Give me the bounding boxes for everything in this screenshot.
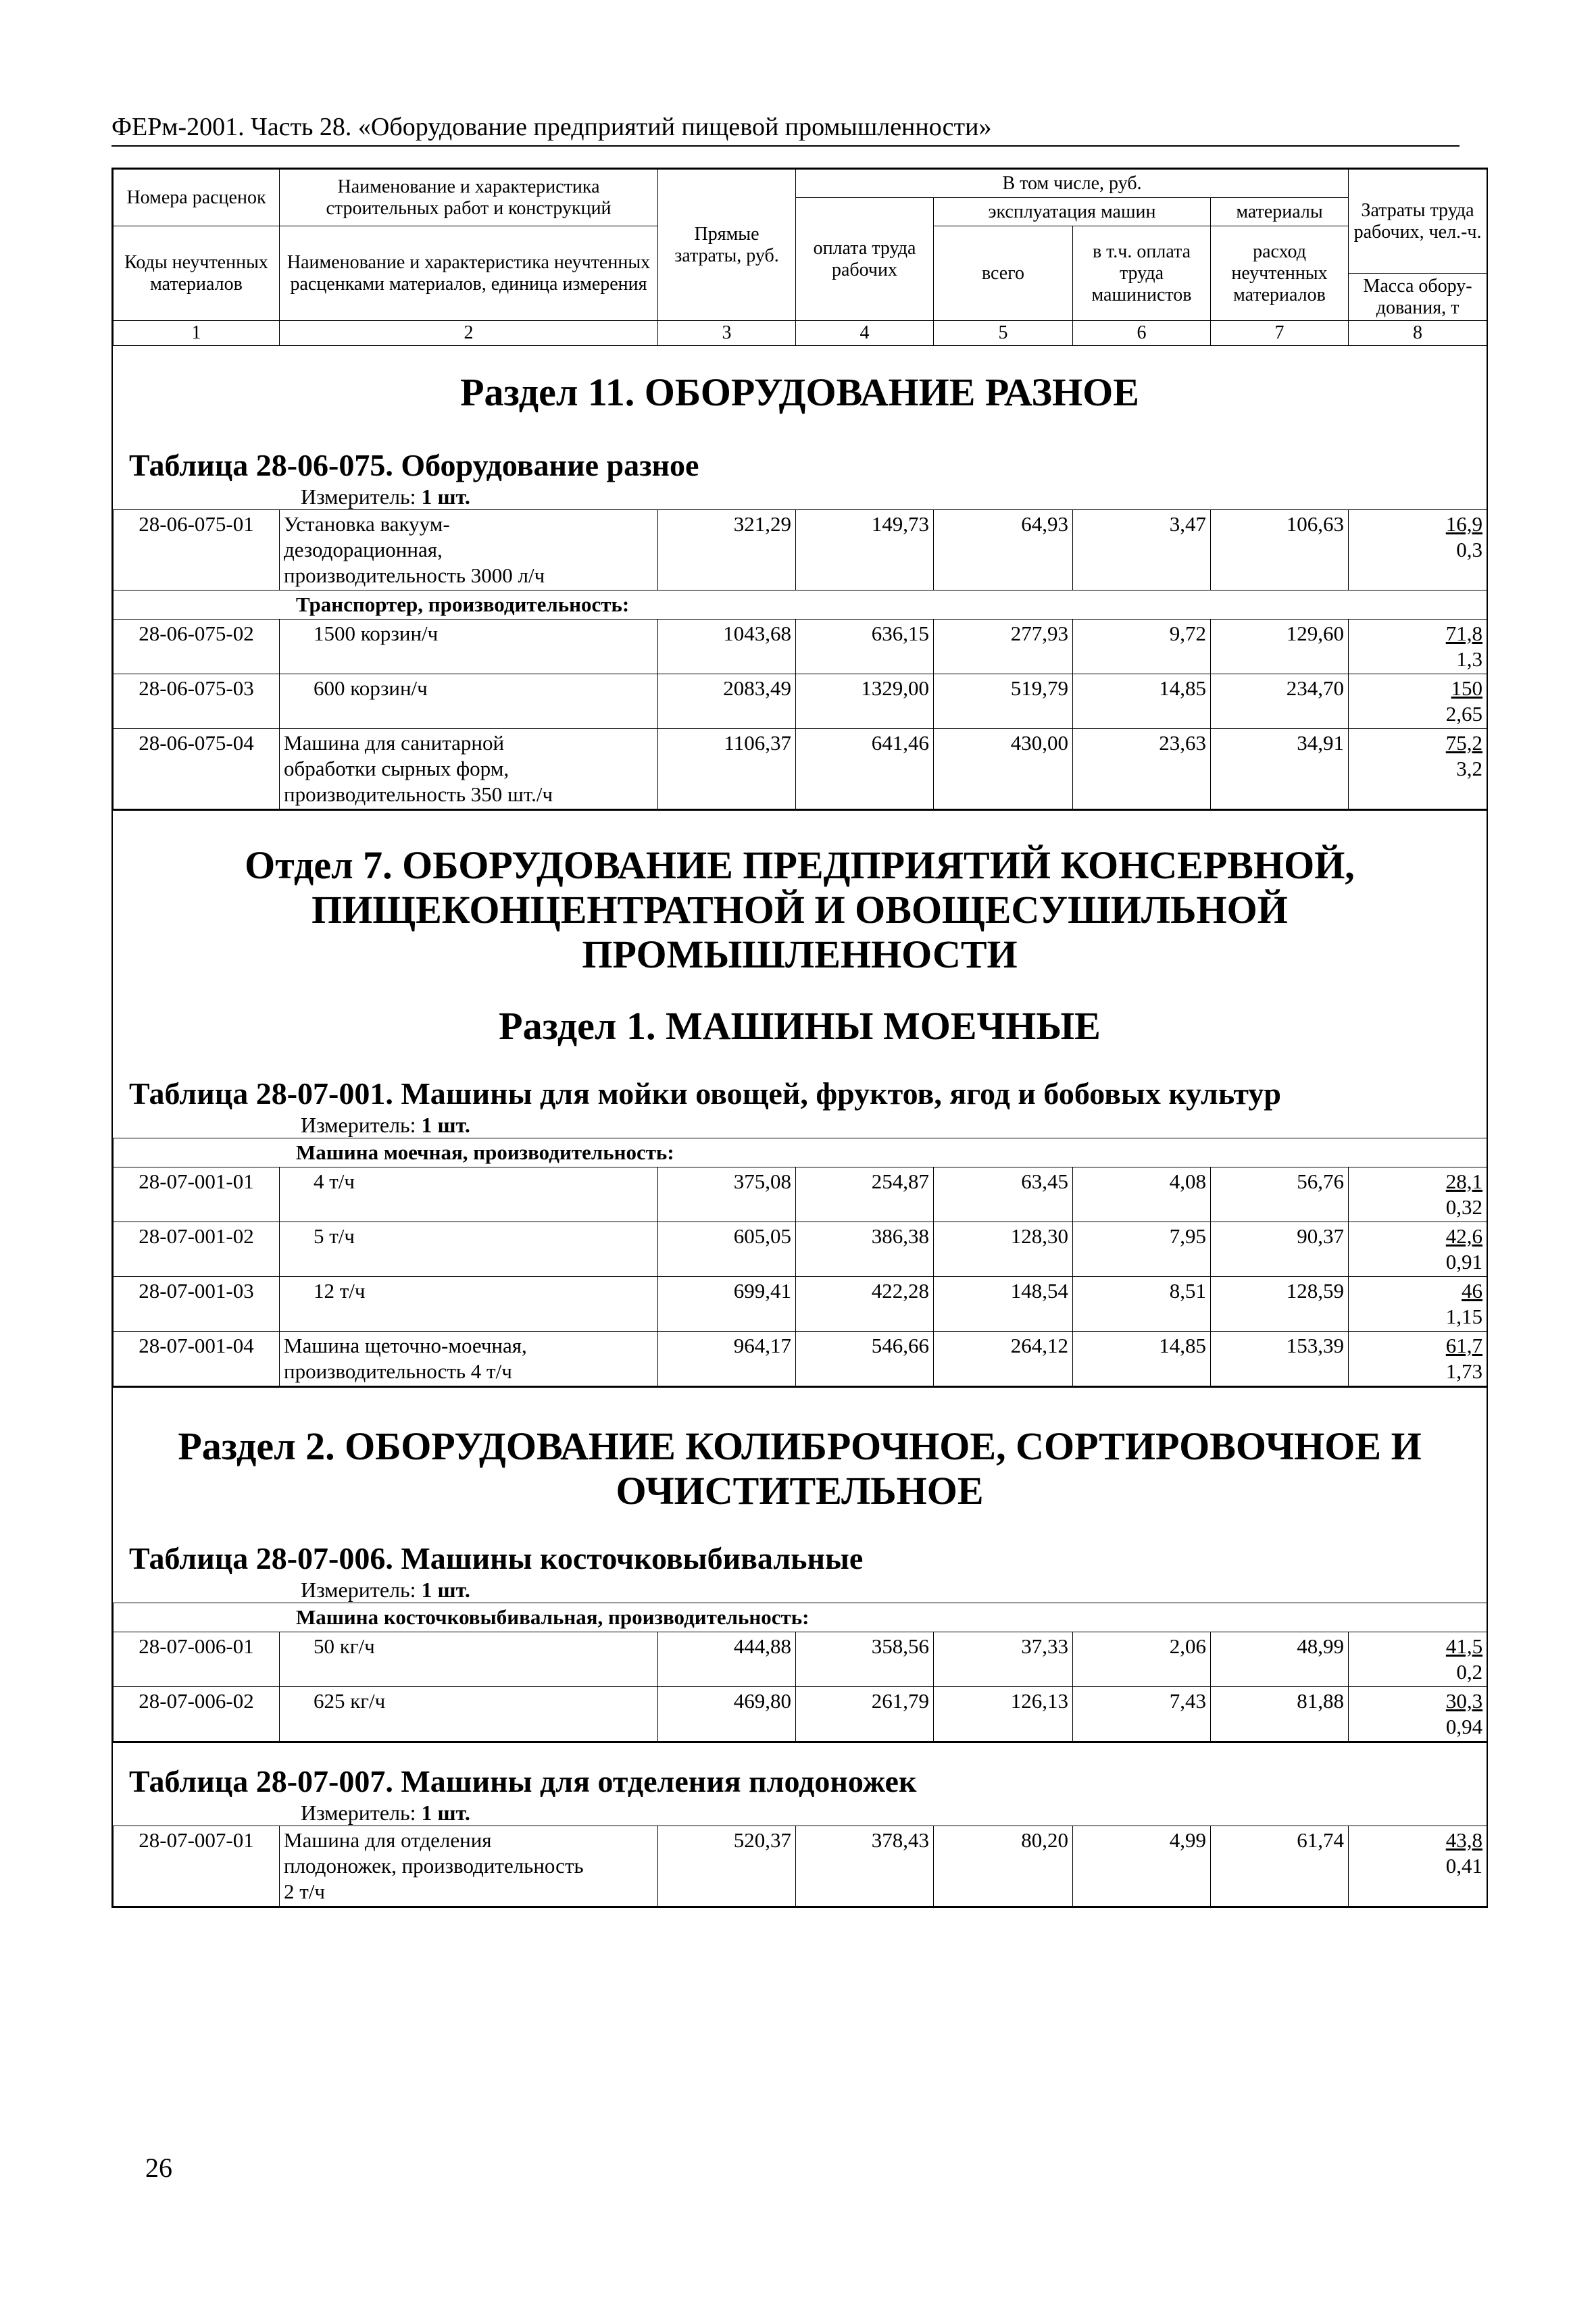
machinists-cost: 7,95	[1073, 1222, 1211, 1277]
machines-cost: 430,00	[934, 729, 1073, 809]
col-number: 2	[280, 321, 658, 346]
rate-name-line: 50 кг/ч	[314, 1634, 375, 1658]
table-caption: Таблица 28-07-007. Машины для отделения плодоножек	[129, 1764, 917, 1799]
group-label: Машина косточковыбивальная, производительность:	[114, 1603, 1487, 1632]
rate-name-line: 600 корзин/ч	[314, 676, 428, 700]
labor-cost: 1329,00	[796, 674, 934, 729]
rate-name-line: плодоножек, производительность	[284, 1854, 584, 1878]
machines-cost: 63,45	[934, 1167, 1073, 1222]
direct-cost: 2083,49	[658, 674, 796, 729]
table-caption: Таблица 28-07-006. Машины косточковыбивальные	[129, 1541, 864, 1576]
spacer	[113, 1049, 1487, 1076]
unit-of-measure	[113, 1112, 1487, 1138]
equipment-mass: 3,2	[1456, 757, 1482, 780]
rate-code: 28-07-001-02	[114, 1222, 280, 1277]
labor-cost: 254,87	[796, 1167, 934, 1222]
rate-code: 28-07-001-01	[114, 1167, 280, 1222]
col8-top: Затраты труда рабочих, чел.-ч.	[1349, 170, 1487, 274]
labor-cost: 546,66	[796, 1332, 934, 1386]
unit-value: 1 шт.	[421, 484, 470, 509]
col-number: 6	[1073, 321, 1211, 346]
rate-name-line: производительность 4 т/ч	[284, 1359, 512, 1383]
materials-cost: 106,63	[1211, 510, 1349, 590]
content-block	[113, 1742, 1487, 1907]
rate-name	[280, 1826, 658, 1907]
section-title: Раздел 11. ОБОРУДОВАНИЕ РАЗНОЕ	[460, 370, 1139, 414]
labor-hours: 41,5	[1445, 1634, 1483, 1658]
equipment-mass: 0,2	[1456, 1660, 1483, 1684]
rate-name	[280, 510, 658, 590]
labor-hours-and-mass	[1349, 620, 1487, 674]
unit-value: 1 шт.	[421, 1801, 470, 1825]
table-row	[114, 1222, 1487, 1277]
col2-top: Наименование и характеристика строительных работ и конструкций	[280, 170, 658, 226]
col3-header: Прямые затраты, руб.	[658, 170, 796, 321]
labor-hours: 61,7	[1445, 1334, 1483, 1357]
machinists-cost: 4,99	[1073, 1826, 1211, 1907]
labor-hours: 43,8	[1445, 1828, 1482, 1852]
machines-cost: 148,54	[934, 1277, 1073, 1332]
col-number: 4	[796, 321, 934, 346]
rate-name	[280, 674, 658, 729]
content-block	[113, 1386, 1487, 1742]
equipment-mass: 1,15	[1445, 1305, 1483, 1328]
rates-table	[113, 509, 1487, 809]
rate-name	[280, 1167, 658, 1222]
materials-cost: 81,88	[1211, 1687, 1349, 1742]
rate-code: 28-07-001-04	[114, 1332, 280, 1386]
col-number: 7	[1211, 321, 1349, 346]
labor-hours-and-mass	[1349, 510, 1487, 590]
equipment-mass: 1,73	[1445, 1359, 1483, 1383]
labor-cost: 358,56	[796, 1632, 934, 1687]
materials-cost: 61,74	[1211, 1826, 1349, 1907]
direct-cost: 321,29	[658, 510, 796, 590]
rate-name-line: Машина щеточно-моечная,	[284, 1334, 527, 1357]
materials-cost: 34,91	[1211, 729, 1349, 809]
section-title: ОЧИСТИТЕЛЬНОЕ	[616, 1469, 984, 1513]
group-label: Транспортер, производительность:	[114, 590, 1487, 620]
labor-cost: 378,43	[796, 1826, 934, 1907]
rate-name-line: 12 т/ч	[314, 1279, 366, 1303]
group-row	[114, 1138, 1487, 1167]
rate-name	[280, 729, 658, 809]
col-number: 5	[934, 321, 1073, 346]
labor-hours-and-mass	[1349, 674, 1487, 729]
table-caption: Таблица 28-07-001. Машины для мойки овощей, фруктов, ягод и бобовых культур	[129, 1076, 1281, 1111]
department-title: ПИЩЕКОНЦЕНТРАТНОЙ И ОВОЩЕСУШИЛЬНОЙ	[311, 888, 1288, 932]
unit-label: Измеритель:	[301, 1578, 422, 1602]
group-in-total: В том числе, руб.	[796, 170, 1349, 198]
materials-cost: 128,59	[1211, 1277, 1349, 1332]
rate-code: 28-06-075-04	[114, 729, 280, 809]
equipment-mass: 0,91	[1445, 1250, 1483, 1274]
labor-hours: 16,9	[1445, 512, 1482, 536]
equipment-mass: 1,3	[1456, 647, 1482, 671]
rate-name	[280, 1332, 658, 1386]
labor-hours-and-mass	[1349, 1687, 1487, 1742]
table-row	[114, 1687, 1487, 1742]
machinists-cost: 23,63	[1073, 729, 1211, 809]
direct-cost: 1106,37	[658, 729, 796, 809]
direct-cost: 605,05	[658, 1222, 796, 1277]
col-number: 1	[114, 321, 280, 346]
table-row	[114, 674, 1487, 729]
table-row	[114, 1632, 1487, 1687]
direct-cost: 444,88	[658, 1632, 796, 1687]
group-materials: материалы	[1211, 198, 1349, 226]
equipment-mass: 0,3	[1456, 538, 1482, 561]
table-row	[114, 1826, 1487, 1907]
labor-hours: 42,6	[1445, 1224, 1483, 1248]
col-number: 3	[658, 321, 796, 346]
labor-hours-and-mass	[1349, 729, 1487, 809]
materials-cost: 56,76	[1211, 1167, 1349, 1222]
rate-code: 28-06-075-03	[114, 674, 280, 729]
content-blocks	[113, 346, 1487, 1907]
col2-bottom: Наименование и характеристика неучтенных расценками материалов, единица измерения	[280, 226, 658, 321]
machinists-cost: 3,47	[1073, 510, 1211, 590]
department-title: Отдел 7. ОБОРУДОВАНИЕ ПРЕДПРИЯТИЙ КОНСЕРВНОЙ,	[245, 843, 1355, 887]
labor-hours-and-mass	[1349, 1277, 1487, 1332]
col4-header: оплата труда рабочих	[796, 198, 934, 321]
rates-table	[113, 1603, 1487, 1742]
labor-hours-and-mass	[1349, 1632, 1487, 1687]
direct-cost: 1043,68	[658, 620, 796, 674]
unit-value: 1 шт.	[421, 1578, 470, 1602]
rates-table	[113, 1826, 1487, 1907]
section-title: Раздел 1. МАШИНЫ МОЕЧНЫЕ	[499, 1004, 1101, 1048]
machines-cost: 37,33	[934, 1632, 1073, 1687]
labor-hours: 28,1	[1445, 1169, 1483, 1193]
machines-cost: 126,13	[934, 1687, 1073, 1742]
table-row	[114, 1167, 1487, 1222]
rate-name-line: 2 т/ч	[284, 1880, 326, 1903]
labor-hours: 71,8	[1445, 622, 1482, 645]
col1-bottom: Коды неучтенных материалов	[114, 226, 280, 321]
rate-name	[280, 620, 658, 674]
rates-sheet	[111, 168, 1488, 1908]
equipment-mass: 0,41	[1445, 1854, 1482, 1878]
labor-cost: 422,28	[796, 1277, 934, 1332]
materials-cost: 129,60	[1211, 620, 1349, 674]
machinists-cost: 14,85	[1073, 1332, 1211, 1386]
labor-hours: 75,2	[1445, 731, 1482, 755]
labor-hours-and-mass	[1349, 1332, 1487, 1386]
direct-cost: 964,17	[658, 1332, 796, 1386]
page-number: 26	[145, 2153, 172, 2183]
machinists-cost: 14,85	[1073, 674, 1211, 729]
labor-hours-and-mass	[1349, 1222, 1487, 1277]
rate-name-line: производительность 350 шт./ч	[284, 782, 553, 806]
unit-of-measure	[113, 1577, 1487, 1603]
materials-cost: 234,70	[1211, 674, 1349, 729]
labor-hours: 150	[1451, 676, 1482, 700]
machinists-cost: 2,06	[1073, 1632, 1211, 1687]
group-label: Машина моечная, производительность:	[114, 1138, 1487, 1167]
group-machines: эксплуатация машин	[934, 198, 1211, 226]
unit-of-measure	[113, 1800, 1487, 1826]
col-number: 8	[1349, 321, 1487, 346]
machines-cost: 64,93	[934, 510, 1073, 590]
spacer	[113, 977, 1487, 1004]
content-block	[113, 346, 1487, 809]
materials-cost: 153,39	[1211, 1332, 1349, 1386]
rates-table	[113, 1138, 1487, 1386]
table-row	[114, 620, 1487, 674]
unit-of-measure	[113, 484, 1487, 509]
spacer	[113, 415, 1487, 447]
machinists-cost: 9,72	[1073, 620, 1211, 674]
labor-cost: 261,79	[796, 1687, 934, 1742]
spacer	[113, 1513, 1487, 1540]
rate-name	[280, 1632, 658, 1687]
machines-cost: 264,12	[934, 1332, 1073, 1386]
direct-cost: 520,37	[658, 1826, 796, 1907]
materials-cost: 90,37	[1211, 1222, 1349, 1277]
labor-cost: 636,15	[796, 620, 934, 674]
table-row	[114, 1332, 1487, 1386]
unit-label: Измеритель:	[301, 484, 422, 509]
rate-code: 28-07-006-02	[114, 1687, 280, 1742]
rate-name-line: 5 т/ч	[314, 1224, 355, 1248]
labor-hours-and-mass	[1349, 1167, 1487, 1222]
machines-cost: 277,93	[934, 620, 1073, 674]
column-header-table	[113, 169, 1487, 346]
col8-bottom: Масса обору-дования, т	[1349, 274, 1487, 321]
direct-cost: 375,08	[658, 1167, 796, 1222]
rate-code: 28-06-075-02	[114, 620, 280, 674]
table-row	[114, 510, 1487, 590]
equipment-mass: 2,65	[1445, 702, 1482, 726]
col7-header: расход неучтенных материалов	[1211, 226, 1349, 321]
rate-name-line: 625 кг/ч	[314, 1689, 386, 1713]
rate-name	[280, 1222, 658, 1277]
rate-name-line: производительность 3000 л/ч	[284, 563, 545, 587]
labor-cost: 149,73	[796, 510, 934, 590]
section-title: Раздел 2. ОБОРУДОВАНИЕ КОЛИБРОЧНОЕ, СОРТИРОВОЧНОЕ И	[178, 1424, 1422, 1468]
table-row	[114, 1277, 1487, 1332]
machinists-cost: 8,51	[1073, 1277, 1211, 1332]
machines-cost: 519,79	[934, 674, 1073, 729]
direct-cost: 469,80	[658, 1687, 796, 1742]
labor-cost: 386,38	[796, 1222, 934, 1277]
labor-hours: 30,3	[1445, 1689, 1483, 1713]
rate-code: 28-07-007-01	[114, 1826, 280, 1907]
machines-cost: 128,30	[934, 1222, 1073, 1277]
equipment-mass: 0,94	[1445, 1715, 1483, 1738]
department-title: ПРОМЫШЛЕННОСТИ	[582, 932, 1018, 976]
table-row	[114, 729, 1487, 809]
rate-name	[280, 1277, 658, 1332]
table-caption: Таблица 28-06-075. Оборудование разное	[129, 448, 699, 482]
group-row	[114, 1603, 1487, 1632]
rate-name-line: Машина для санитарной	[284, 731, 505, 755]
rate-name	[280, 1687, 658, 1742]
machinists-cost: 7,43	[1073, 1687, 1211, 1742]
rate-name-line: дезодорационная,	[284, 538, 443, 561]
group-row	[114, 590, 1487, 620]
unit-label: Измеритель:	[301, 1113, 422, 1137]
labor-hours: 46	[1462, 1279, 1483, 1303]
page-header: ФЕРм-2001. Часть 28. «Оборудование предприятий пищевой промышленности»	[111, 111, 1460, 147]
content-block	[113, 809, 1487, 1386]
col5-header: всего	[934, 226, 1073, 321]
equipment-mass: 0,32	[1445, 1195, 1483, 1219]
rate-code: 28-06-075-01	[114, 510, 280, 590]
machinists-cost: 4,08	[1073, 1167, 1211, 1222]
col6-header: в т.ч. оплата труда машинистов	[1073, 226, 1211, 321]
machines-cost: 80,20	[934, 1826, 1073, 1907]
col1-top: Номера расценок	[114, 170, 280, 226]
rate-code: 28-07-006-01	[114, 1632, 280, 1687]
labor-hours-and-mass	[1349, 1826, 1487, 1907]
labor-cost: 641,46	[796, 729, 934, 809]
rate-name-line: обработки сырных форм,	[284, 757, 509, 780]
rate-name-line: 4 т/ч	[314, 1169, 355, 1193]
direct-cost: 699,41	[658, 1277, 796, 1332]
rate-name-line: Машина для отделения	[284, 1828, 492, 1852]
unit-value: 1 шт.	[421, 1113, 470, 1137]
rate-name-line: 1500 корзин/ч	[314, 622, 439, 645]
rate-code: 28-07-001-03	[114, 1277, 280, 1332]
rate-name-line: Установка вакуум-	[284, 512, 450, 536]
unit-label: Измеритель:	[301, 1801, 422, 1825]
materials-cost: 48,99	[1211, 1632, 1349, 1687]
